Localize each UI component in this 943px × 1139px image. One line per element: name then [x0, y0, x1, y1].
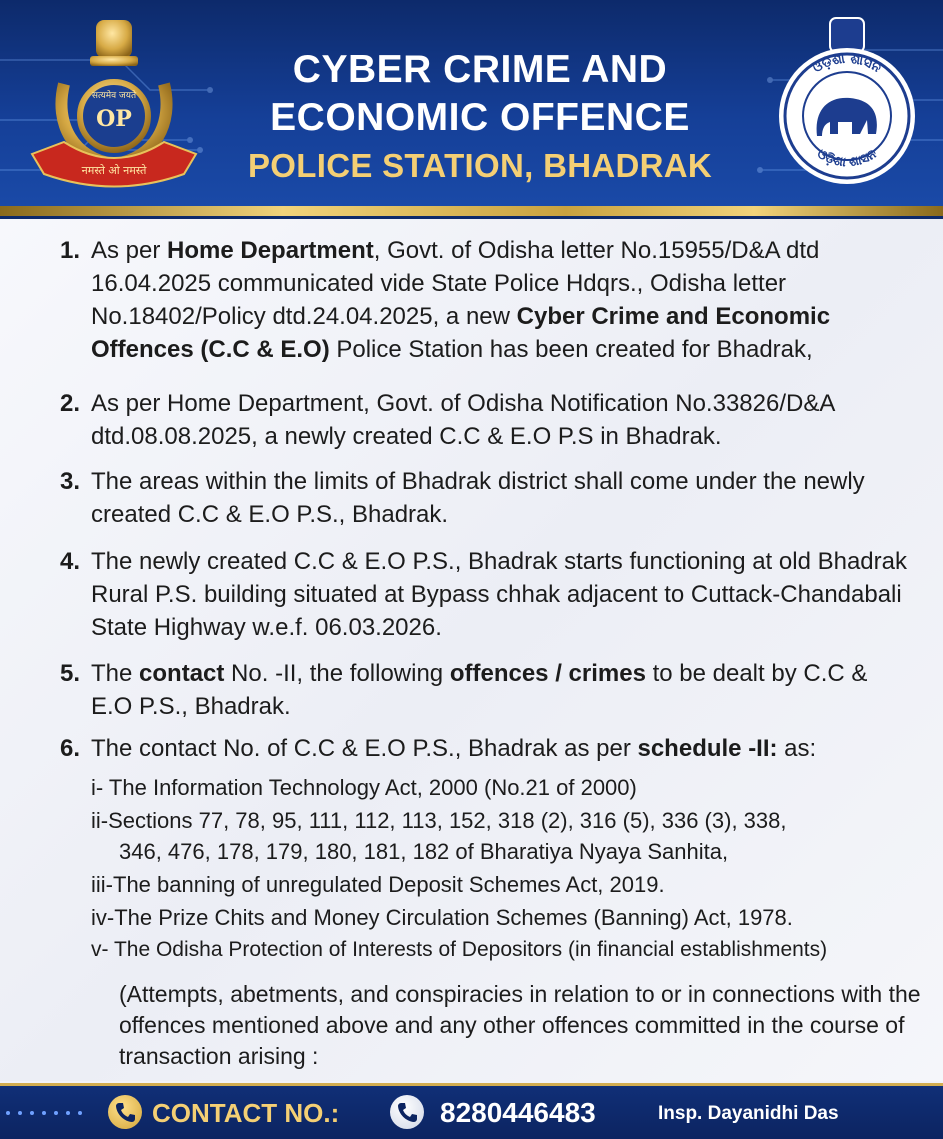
title-line-1: CYBER CRIME AND: [292, 48, 668, 91]
item-number: 1.: [60, 237, 81, 264]
list-item: [60, 732, 910, 765]
header-banner: [0, 0, 943, 210]
item-text: The contact No. -II, the following offences / crimes to be dealt by C.C & E.O P.S., Bhadrak.: [91, 660, 868, 720]
list-item: [60, 657, 910, 723]
sub-item: iii-The banning of unregulated Deposit Schemes Act, 2019.: [91, 872, 665, 897]
item-number: 4.: [60, 548, 81, 575]
gold-divider: [0, 206, 943, 219]
sub-item: i- The Information Technology Act, 2000 (No.21 of 2000): [91, 775, 637, 800]
title-line-2: ECONOMIC OFFENCE: [270, 96, 690, 139]
list-item: [60, 545, 910, 644]
item-text: As per Home Department, Govt. of Odisha Notification No.33826/D&A dtd.08.08.2025, a newly created C.C & E.O P.S in Bhadrak.: [91, 390, 835, 450]
item-text: As per Home Department, Govt. of Odisha letter No.15955/D&A dtd 16.04.2025 communicated vide State Police Hdqrs., Odisha letter No.18402/Policy dtd.24.04.2025, a new Cyber Crime and Economic Offences (C.C & E.O) Police Station has been created for Bhadrak,: [91, 237, 831, 363]
item-text: The newly created C.C & E.O P.S., Bhadrak starts functioning at old Bhadrak Rural P.S. building situated at Bypass chhak adjacent to Cuttack-Chandabali State Highway w.e.f. 06.03.2026.: [91, 548, 907, 641]
list-item: [60, 387, 910, 453]
svg-text:नमस्ते ओ नमस्ते: नमस्ते ओ नमस्ते: [81, 164, 147, 177]
seal-text-bottom: ଓଡ଼ିଶା ଶାସନ: [814, 146, 880, 171]
police-emblem-icon: [24, 14, 204, 194]
sub-item: iv-The Prize Chits and Money Circulation Schemes (Banning) Act, 1978.: [91, 905, 793, 930]
dots-decoration: [0, 1106, 90, 1120]
list-item: [60, 465, 910, 531]
phone-icon: [108, 1095, 142, 1129]
officer-name: Insp. Dayanidhi Das: [658, 1103, 839, 1124]
list-item: [60, 234, 910, 366]
item-text: The contact No. of C.C & E.O P.S., Bhadrak as per schedule -II: as:: [91, 735, 817, 762]
item-number: 5.: [60, 660, 81, 687]
sub-item: 346, 476, 178, 179, 180, 181, 182 of Bharatiya Nyaya Sanhita,: [119, 839, 729, 864]
sub-item: ii-Sections 77, 78, 95, 111, 112, 113, 152, 318 (2), 316 (5), 336 (3), 338,: [91, 808, 787, 833]
svg-text:सत्यमेव जयते: सत्यमेव जयते: [91, 91, 137, 101]
phone-number[interactable]: 8280446483: [440, 1097, 596, 1128]
sub-item: v- The Odisha Protection of Interests of Depositors (in financial establishments): [91, 938, 828, 961]
contact-label: CONTACT NO.:: [152, 1098, 340, 1128]
phone-icon: [390, 1095, 424, 1129]
closing-paragraph: (Attempts, abetments, and conspiracies in relation to or in connections with the offences mentioned above and any other offences committed in the course of transaction arising :: [119, 981, 921, 1069]
footer-bar: [0, 1083, 943, 1139]
svg-text:OP: OP: [96, 106, 132, 132]
item-text: The areas within the limits of Bhadrak district shall come under the newly created C.C & E.O P.S., Bhadrak.: [91, 468, 865, 528]
seal-text-top: ଓଡ଼ିଶା ଶାସନ: [810, 51, 884, 77]
title-line-3: POLICE STATION, BHADRAK: [247, 147, 712, 184]
odisha-seal-icon: [772, 16, 922, 186]
item-number: 6.: [60, 735, 81, 762]
item-number: 2.: [60, 390, 81, 417]
item-number: 3.: [60, 468, 81, 495]
